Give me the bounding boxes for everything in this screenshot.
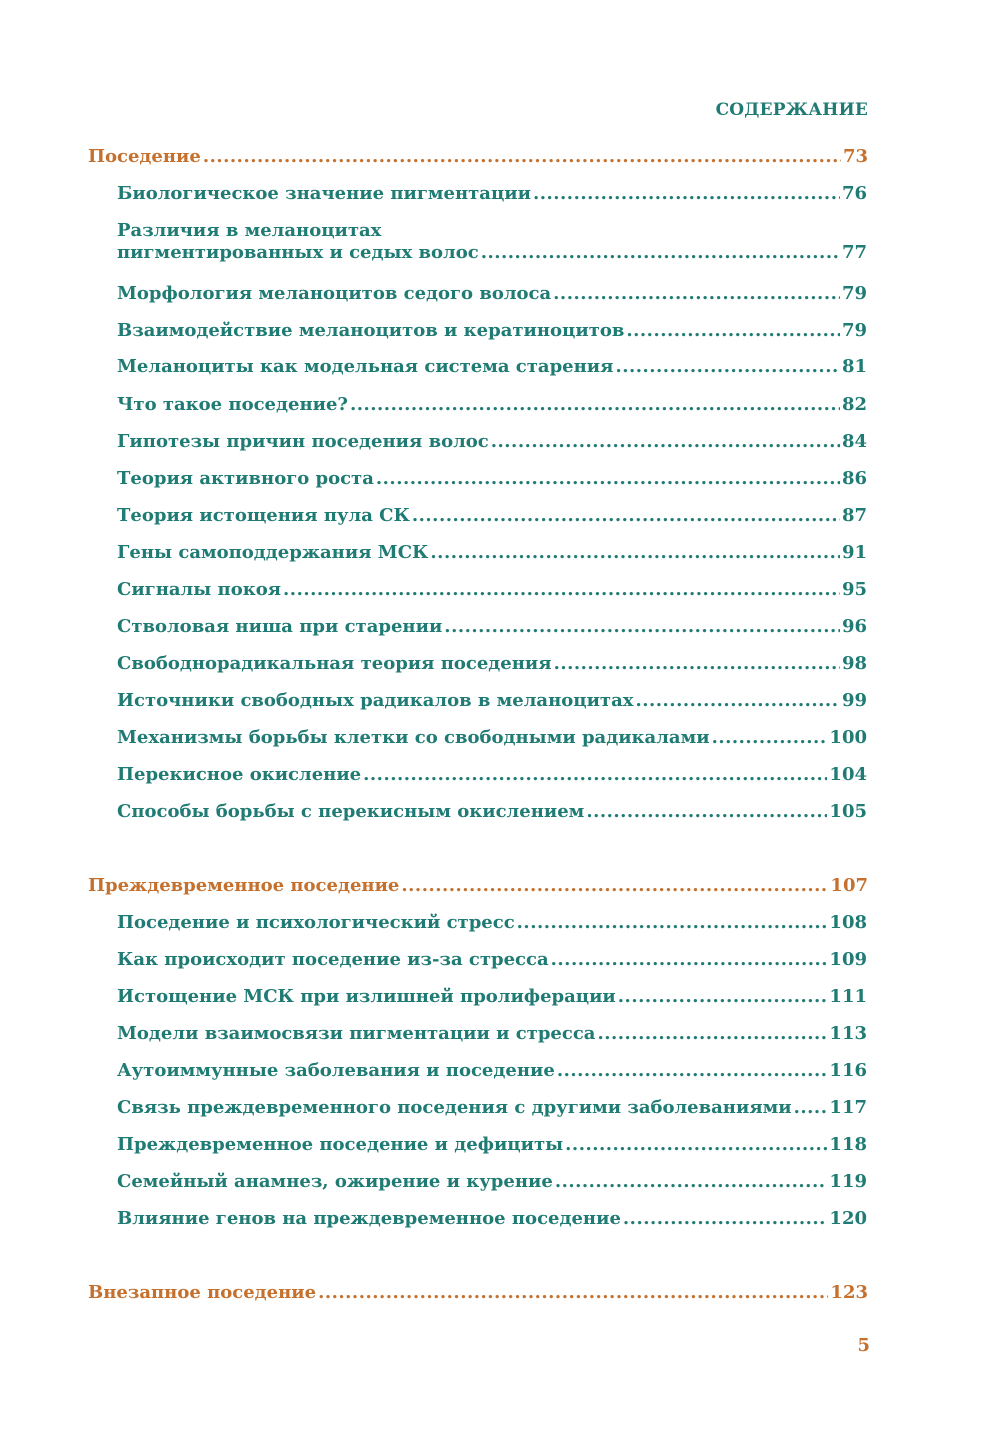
toc-section[interactable]	[117, 505, 867, 527]
toc-entry-title: Морфология меланоцитов седого волоса	[117, 283, 552, 304]
toc-entry-page: 98	[841, 653, 867, 674]
toc-section[interactable]	[117, 616, 867, 638]
dot-leader	[318, 1282, 828, 1304]
toc-entry-title-line: Различия в меланоцитах	[117, 220, 382, 241]
dot-leader	[430, 542, 840, 564]
dot-leader	[376, 468, 840, 490]
dot-leader	[794, 1097, 828, 1119]
toc-section[interactable]	[117, 1134, 867, 1156]
toc-entry-page: 116	[829, 1060, 867, 1081]
running-header-title: СОДЕРЖАНИЕ	[715, 100, 868, 120]
toc-entry-page: 119	[829, 1171, 867, 1192]
toc-entry-title: Влияние генов на преждевременное поседение	[117, 1208, 621, 1229]
toc-chapter[interactable]	[88, 146, 868, 168]
toc-entry-page: 77	[841, 242, 867, 263]
toc-section[interactable]	[117, 727, 867, 749]
toc-section[interactable]	[117, 1060, 867, 1082]
toc-entry-page: 95	[841, 579, 867, 600]
dot-leader	[618, 986, 828, 1008]
toc-entry-title: Механизмы борьбы клетки со свободными радикалами	[117, 727, 710, 748]
toc-entry-title: Связь преждевременного поседения с другими заболеваниями	[117, 1097, 792, 1118]
toc-entry-title: Внезапное поседение	[88, 1282, 317, 1303]
toc-chapter[interactable]	[88, 1282, 868, 1304]
toc-section[interactable]	[117, 1023, 867, 1045]
toc-entry-page: 82	[841, 394, 867, 415]
toc-section[interactable]	[117, 986, 867, 1008]
toc-entry-page: 120	[829, 1208, 867, 1229]
toc-entry-title: Способы борьбы с перекисным окислением	[117, 801, 585, 822]
dot-leader	[557, 1060, 828, 1082]
toc-entry-page: 79	[841, 320, 867, 341]
toc-entry-title: Гены самоподдержания МСК	[117, 542, 429, 563]
toc-entry-title: Стволовая ниша при старении	[117, 616, 443, 637]
dot-leader	[712, 727, 828, 749]
toc-entry-title: Что такое поседение?	[117, 394, 348, 415]
toc-entry-page: 123	[830, 1282, 868, 1303]
dot-leader	[412, 505, 840, 527]
toc-entry-page: 84	[841, 431, 867, 452]
dot-leader	[565, 1134, 827, 1156]
toc-entry-title: Семейный анамнез, ожирение и курение	[117, 1171, 553, 1192]
toc-entry-page: 91	[841, 542, 867, 563]
toc-chapter[interactable]	[88, 875, 868, 897]
dot-leader	[615, 356, 840, 378]
toc-section[interactable]	[117, 579, 867, 601]
dot-leader	[533, 183, 840, 205]
toc-entry-page: 96	[841, 616, 867, 637]
toc-entry-title: Сигналы покоя	[117, 579, 282, 600]
toc-entry-title: Истощение МСК при излишней пролиферации	[117, 986, 616, 1007]
toc-entry-page: 100	[829, 727, 867, 748]
toc-entry-page: 73	[842, 146, 868, 167]
dot-leader	[551, 949, 828, 971]
dot-leader	[553, 283, 840, 305]
toc-entry-title	[117, 220, 479, 264]
toc-section[interactable]	[117, 912, 867, 934]
toc-section[interactable]	[117, 431, 867, 453]
toc-section[interactable]	[117, 542, 867, 564]
toc-section[interactable]	[117, 320, 867, 342]
toc-entry-page: 118	[829, 1134, 867, 1155]
toc-section[interactable]	[117, 356, 867, 378]
dot-leader	[363, 764, 827, 786]
toc-section[interactable]	[117, 949, 867, 971]
toc-entry-page: 76	[841, 183, 867, 204]
dot-leader	[555, 1171, 828, 1193]
toc-entry-page: 107	[830, 875, 868, 896]
toc-entry-page: 105	[829, 801, 867, 822]
toc-entry-page: 111	[829, 986, 867, 1007]
toc-entry-title: Аутоиммунные заболевания и поседение	[117, 1060, 555, 1081]
toc-entry-page: 104	[829, 764, 867, 785]
toc-section[interactable]	[117, 394, 867, 416]
dot-leader	[623, 1208, 828, 1230]
dot-leader	[626, 320, 840, 342]
toc-section[interactable]	[117, 801, 867, 823]
toc-entry-title: Свободнорадикальная теория поседения	[117, 653, 552, 674]
toc-section[interactable]	[117, 690, 867, 712]
toc-entry-title: Поседение	[88, 146, 201, 167]
toc-entry-page: 108	[829, 912, 867, 933]
dot-leader	[401, 875, 828, 897]
toc-entry-title: Перекисное окисление	[117, 764, 362, 785]
dot-leader	[481, 242, 840, 264]
toc-entry-title: Модели взаимосвязи пигментации и стресса	[117, 1023, 596, 1044]
dot-leader	[554, 653, 840, 675]
dot-leader	[597, 1023, 827, 1045]
dot-leader	[635, 690, 839, 712]
toc-section[interactable]	[117, 1097, 867, 1119]
toc-entry-page: 86	[841, 468, 867, 489]
toc-entry-page: 113	[829, 1023, 867, 1044]
toc-entry-page: 109	[829, 949, 867, 970]
toc-entry-title: Теория активного роста	[117, 468, 374, 489]
dot-leader	[491, 431, 840, 453]
toc-entry-title: Преждевременное поседение и дефициты	[117, 1134, 564, 1155]
toc-section[interactable]	[117, 1171, 867, 1193]
toc-entry-page: 81	[841, 356, 867, 377]
toc-section[interactable]	[117, 283, 867, 305]
toc-entry-page: 87	[841, 505, 867, 526]
toc-entry-title: Источники свободных радикалов в меланоцитах	[117, 690, 634, 711]
toc-entry-title: Преждевременное поседение	[88, 875, 400, 896]
toc-section[interactable]	[117, 1208, 867, 1230]
toc-section[interactable]	[117, 764, 867, 786]
toc-entry-title: Гипотезы причин поседения волос	[117, 431, 489, 452]
toc-entry-title-line: пигментированных и седых волос	[117, 242, 479, 263]
toc-entry-title: Теория истощения пула СК	[117, 505, 410, 526]
dot-leader	[517, 912, 828, 934]
dot-leader	[283, 579, 840, 601]
page-number: 5	[857, 1335, 870, 1356]
dot-leader	[350, 394, 840, 416]
dot-leader	[203, 146, 841, 168]
toc-section[interactable]	[117, 468, 867, 490]
toc-entry-title: Меланоциты как модельная система старения	[117, 356, 614, 377]
toc-entry-title: Взаимодействие меланоцитов и кератиноцитов	[117, 320, 625, 341]
dot-leader	[586, 801, 827, 823]
toc-entry-title: Биологическое значение пигментации	[117, 183, 531, 204]
toc-entry-page: 79	[841, 283, 867, 304]
toc-section[interactable]	[117, 653, 867, 675]
toc-entry-title: Как происходит поседение из-за стресса	[117, 949, 549, 970]
dot-leader	[444, 616, 840, 638]
toc-entry-page: 117	[829, 1097, 867, 1118]
toc-entry-page: 99	[841, 690, 867, 711]
toc-section[interactable]	[117, 183, 867, 205]
toc-entry-title: Поседение и психологический стресс	[117, 912, 515, 933]
toc-section[interactable]	[117, 220, 867, 264]
